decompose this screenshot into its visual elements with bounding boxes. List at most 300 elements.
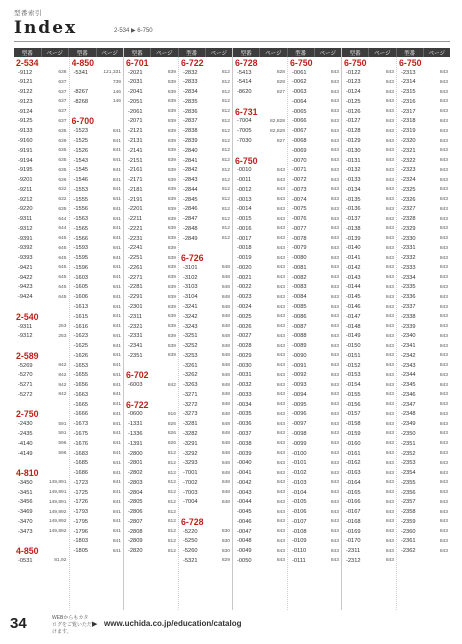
model-number: -2341 <box>401 343 416 350</box>
model-number: -0081 <box>292 264 307 271</box>
page-ref: 843 <box>276 421 285 427</box>
model-number: -1675 <box>73 430 89 437</box>
index-column <box>233 57 287 610</box>
page-ref: 843 <box>276 519 285 525</box>
page-ref: 839 <box>167 118 176 124</box>
model-number: -2331 <box>401 245 416 252</box>
page-ref: 645 <box>58 294 67 300</box>
index-entry <box>181 146 230 156</box>
model-series-heading <box>235 58 285 68</box>
model-number: -1685 <box>73 460 89 467</box>
page-ref: 843 <box>439 118 448 124</box>
model-number: -0110 <box>292 548 307 555</box>
model-number: -2358 <box>401 509 416 516</box>
page-ref: 843 <box>330 79 339 85</box>
index-entry <box>399 283 448 293</box>
index-entry <box>235 400 285 410</box>
spacer <box>126 390 176 400</box>
model-number: -3261 <box>183 362 198 369</box>
page-ref: 843 <box>276 431 285 437</box>
index-entry <box>16 439 67 449</box>
page-ref: 843 <box>385 548 394 554</box>
index-entry <box>126 292 176 302</box>
model-number: -0142 <box>346 264 361 271</box>
header-model: 型番 <box>179 48 206 57</box>
page-ref: 843 <box>439 255 448 261</box>
model-number: -2041 <box>128 89 143 96</box>
model-series-heading <box>181 253 230 263</box>
model-series-heading <box>344 58 394 68</box>
page-ref: 632 <box>58 187 67 193</box>
index-entry <box>181 107 230 117</box>
index-entry <box>181 429 230 439</box>
model-number: -1655 <box>73 372 89 379</box>
index-entry <box>290 517 339 527</box>
model-number: -0024 <box>237 304 252 311</box>
model-number: -0096 <box>292 411 307 418</box>
page-ref: 841 <box>112 538 121 544</box>
model-number: -2311 <box>346 548 361 555</box>
index-entry <box>290 263 339 273</box>
page-ref: 843 <box>439 421 448 427</box>
model-series-heading <box>16 351 67 361</box>
page-ref: 841 <box>112 529 121 535</box>
index-entry <box>72 87 122 97</box>
page-ref: 839 <box>167 226 176 232</box>
index-entry <box>235 322 285 332</box>
model-number: -0065 <box>292 108 307 115</box>
model-number: -0092 <box>292 372 307 379</box>
page-ref: 841 <box>112 294 121 300</box>
page-ref: 843 <box>385 460 394 466</box>
page-ref: 839 <box>167 353 176 359</box>
index-entry <box>235 380 285 390</box>
index-entry <box>72 68 122 78</box>
page-ref: 843 <box>276 333 285 339</box>
index-entry <box>290 312 339 322</box>
index-entry <box>126 351 176 361</box>
model-number: -2809 <box>128 538 143 545</box>
page-ref: 843 <box>385 558 394 564</box>
page-ref: 843 <box>385 519 394 525</box>
index-entry <box>290 175 339 185</box>
index-entry <box>344 497 394 507</box>
page-ref: 841 <box>112 480 121 486</box>
index-entry <box>235 117 285 127</box>
page-ref: 637 <box>58 89 67 95</box>
model-number: -0600 <box>128 411 143 418</box>
page-ref: 843 <box>330 538 339 544</box>
page-ref: 812 <box>221 158 230 164</box>
page-ref: 839 <box>167 197 176 203</box>
index-entry <box>235 449 285 459</box>
series-code: 4-850 <box>16 546 39 557</box>
model-number: -0137 <box>346 216 361 223</box>
model-number: -0023 <box>237 294 252 301</box>
index-entry <box>16 429 67 439</box>
index-entry <box>399 331 448 341</box>
index-entry <box>399 195 448 205</box>
table-header <box>233 48 341 57</box>
index-entry <box>344 204 394 214</box>
index-entry <box>344 87 394 97</box>
page-ref: 843 <box>439 206 448 212</box>
page-ref: 841 <box>112 363 121 369</box>
model-number: -2201 <box>128 206 143 213</box>
page-ref: 843 <box>330 519 339 525</box>
model-number: -7005 <box>237 128 252 135</box>
page-ref: 841 <box>112 314 121 320</box>
page-ref: 843 <box>439 402 448 408</box>
model-number: -2345 <box>401 382 416 389</box>
page-ref: 843 <box>439 353 448 359</box>
model-number: -1653 <box>73 362 89 369</box>
model-number: -1796 <box>73 528 89 535</box>
index-entry <box>16 214 67 224</box>
index-entry <box>72 292 122 302</box>
page-ref: 637 <box>58 109 67 115</box>
model-number: -2301 <box>128 304 143 311</box>
model-number: -0074 <box>292 196 307 203</box>
model-number: -2802 <box>128 470 143 477</box>
model-number: -2335 <box>401 284 416 291</box>
model-number: -3470 <box>18 518 33 525</box>
page-ref: 591 <box>58 431 67 437</box>
model-number: -0018 <box>237 245 252 252</box>
model-number: -2834 <box>183 89 198 96</box>
model-number: -0085 <box>292 304 307 311</box>
series-code: 4-850 <box>71 58 94 68</box>
model-number: -2191 <box>128 196 143 203</box>
model-number: -2324 <box>401 177 416 184</box>
page-ref: 843 <box>385 343 394 349</box>
index-entry <box>235 195 285 205</box>
index-entry <box>126 224 176 234</box>
series-code: 6-731 <box>235 106 258 117</box>
model-number: -5413 <box>237 69 252 76</box>
index-entry <box>399 410 448 420</box>
page-ref: 848 <box>221 421 230 427</box>
page-ref: 843 <box>439 441 448 447</box>
model-number: -2325 <box>401 186 416 193</box>
model-number: -0158 <box>346 421 361 428</box>
page-ref: 843 <box>276 324 285 330</box>
index-entry <box>399 253 448 263</box>
index-entry <box>72 273 122 283</box>
page-ref: 843 <box>330 167 339 173</box>
index-entry <box>344 156 394 166</box>
index-entry <box>72 410 122 420</box>
model-number: -0146 <box>346 304 361 311</box>
index-entry <box>399 234 448 244</box>
index-entry <box>235 273 285 283</box>
page-ref: 843 <box>330 411 339 417</box>
page-ref: 149,892 <box>48 529 67 535</box>
page-ref: 843 <box>439 79 448 85</box>
category-label: 型番索引 <box>14 9 42 17</box>
index-entry <box>16 556 67 566</box>
series-code: 4-810 <box>16 468 39 478</box>
page-ref: 841 <box>112 197 121 203</box>
page-ref: 842 <box>58 372 67 378</box>
page-ref: 812 <box>167 548 176 554</box>
index-entry <box>235 410 285 420</box>
model-number: -0087 <box>292 323 307 330</box>
page-ref: 826 <box>167 441 176 447</box>
page-ref: 843 <box>385 236 394 242</box>
model-number: -0166 <box>346 499 361 506</box>
model-number: -2841 <box>183 157 198 164</box>
model-number: -2319 <box>401 128 416 135</box>
index-entry <box>399 546 448 556</box>
page-ref: 843 <box>385 304 394 310</box>
page-ref: 635 <box>58 167 67 173</box>
model-number: -2329 <box>401 225 416 232</box>
model-number: -5321 <box>183 557 198 564</box>
page-ref: 843 <box>385 451 394 456</box>
page-ref: 812 <box>221 70 230 76</box>
model-number: -9422 <box>18 274 33 281</box>
page-ref: 826 <box>167 421 176 427</box>
page-ref: 843 <box>276 460 285 466</box>
model-number: -0066 <box>292 118 307 125</box>
series-code: 6-702 <box>126 370 149 381</box>
page-ref: 843 <box>439 304 448 310</box>
index-entry <box>72 419 122 429</box>
model-number: -3104 <box>183 294 198 301</box>
model-series-heading <box>181 517 230 527</box>
model-number: -2333 <box>401 264 416 271</box>
page-ref: 839 <box>167 70 176 76</box>
index-entry <box>399 390 448 400</box>
model-number: -1625 <box>73 343 89 350</box>
page-ref: 843 <box>276 538 285 544</box>
index-entry <box>16 253 67 263</box>
page-ref: 843 <box>439 148 448 154</box>
table-header <box>14 48 123 57</box>
index-entry <box>399 68 448 78</box>
model-number: -0076 <box>292 216 307 223</box>
model-number: -2435 <box>18 430 33 437</box>
page-ref: 843 <box>385 79 394 85</box>
index-entry <box>181 204 230 214</box>
footer-note: WEBからもカタログをご覧いただけます。 <box>52 615 93 635</box>
page-ref: 843 <box>439 548 448 554</box>
page-ref: 841 <box>112 216 121 222</box>
index-entry <box>126 419 176 429</box>
model-number: -0531 <box>18 557 33 564</box>
index-entry <box>399 527 448 537</box>
page-ref: 843 <box>439 324 448 330</box>
page-ref: 843 <box>330 255 339 261</box>
model-number: -0048 <box>237 538 252 545</box>
page-ref: 82,828 <box>270 128 285 134</box>
model-number: -2331 <box>128 333 143 340</box>
page-ref: 149,892 <box>48 509 67 515</box>
model-number: -1595 <box>73 255 89 262</box>
index-entry <box>181 68 230 78</box>
model-number: -1673 <box>73 421 89 428</box>
model-number: -3243 <box>183 323 198 330</box>
page-ref: 848 <box>221 304 230 310</box>
page-ref: 596 <box>58 451 67 456</box>
page-ref: 843 <box>276 509 285 515</box>
index-entry <box>16 185 67 195</box>
model-number: -0103 <box>292 479 307 486</box>
index-entry <box>290 117 339 127</box>
index-entry <box>126 136 176 146</box>
model-number: -3103 <box>183 284 198 291</box>
page-number: 34 <box>10 615 27 632</box>
model-number: -2356 <box>401 489 416 496</box>
index-entry <box>126 507 176 517</box>
page-ref: 841 <box>112 499 121 505</box>
index-entry <box>16 97 67 107</box>
table-header <box>124 48 232 57</box>
model-number: -0078 <box>292 235 307 242</box>
model-number: -1676 <box>73 440 89 447</box>
page-ref: 848 <box>221 470 230 476</box>
page-ref: 843 <box>385 324 394 330</box>
page-ref: 636 <box>58 70 67 76</box>
header-page: ページ <box>428 50 446 57</box>
index-entry <box>344 126 394 136</box>
index-entry <box>72 224 122 234</box>
index-entry <box>126 107 176 117</box>
page-ref: 841 <box>112 255 121 261</box>
index-entry <box>399 468 448 478</box>
index-entry <box>16 87 67 97</box>
model-number: -0154 <box>346 382 361 389</box>
index-entry <box>181 165 230 175</box>
header-rule <box>14 41 450 42</box>
page-ref: 843 <box>330 158 339 164</box>
index-entry <box>16 361 67 371</box>
index-entry <box>344 214 394 224</box>
series-code: 6-728 <box>235 58 258 68</box>
page-ref: 843 <box>330 197 339 203</box>
index-entry <box>181 97 230 107</box>
index-entry <box>235 488 285 498</box>
page-ref: 149,891 <box>48 480 67 486</box>
page-ref: 843 <box>439 216 448 222</box>
page-ref: 843 <box>330 509 339 515</box>
model-number: -0139 <box>346 235 361 242</box>
index-entry <box>72 78 122 88</box>
page-ref: 812 <box>221 79 230 85</box>
page-ref: 839 <box>167 255 176 261</box>
page-ref: 843 <box>439 499 448 505</box>
index-entry <box>126 312 176 322</box>
page-ref: 596 <box>58 441 67 447</box>
page-ref: 841 <box>112 187 121 193</box>
model-number: -2352 <box>401 450 416 457</box>
catalog-url-link[interactable]: www.uchida.co.jp/education/catalog <box>104 619 242 628</box>
index-entry <box>72 136 122 146</box>
page-ref: 843 <box>276 548 285 554</box>
model-series-heading <box>72 58 122 68</box>
series-code: 6-750 <box>344 58 367 68</box>
index-entry <box>126 185 176 195</box>
page-ref: 841 <box>112 275 121 281</box>
page-ref: 843 <box>385 118 394 124</box>
model-number: -0159 <box>346 430 361 437</box>
page-ref: 843 <box>330 138 339 144</box>
index-entry <box>290 468 339 478</box>
index-entry <box>16 497 67 507</box>
index-entry <box>344 419 394 429</box>
index-entry <box>16 517 67 527</box>
page-ref: 843 <box>439 167 448 173</box>
index-entry <box>290 78 339 88</box>
model-number: -0163 <box>346 470 361 477</box>
index-entry <box>16 78 67 88</box>
index-entry <box>399 429 448 439</box>
index-entry <box>344 331 394 341</box>
page-ref: 843 <box>276 470 285 476</box>
model-number: -2332 <box>401 255 416 262</box>
page-ref: 843 <box>385 148 394 154</box>
model-number: -0111 <box>292 557 306 564</box>
page-ref: 843 <box>439 411 448 417</box>
model-number: -2355 <box>401 479 416 486</box>
page-ref: 843 <box>439 431 448 437</box>
index-entry <box>344 117 394 127</box>
series-code: 6-700 <box>71 116 94 127</box>
index-entry <box>399 322 448 332</box>
header-page: ページ <box>369 48 396 57</box>
index-entry <box>399 126 448 136</box>
index-entry <box>181 302 230 312</box>
index-entry <box>399 449 448 459</box>
page-ref: 812 <box>221 99 230 105</box>
index-entry <box>235 302 285 312</box>
column-group-1 <box>14 48 123 610</box>
index-entry <box>235 331 285 341</box>
index-entry <box>235 341 285 351</box>
page-ref: 830 <box>221 548 230 554</box>
page-ref: 645 <box>58 255 67 261</box>
model-number: -0141 <box>346 255 361 262</box>
page-ref: 843 <box>330 216 339 222</box>
index-entry <box>290 527 339 537</box>
page-ref: 843 <box>276 177 285 183</box>
page-ref: 843 <box>276 363 285 369</box>
spacer <box>16 537 67 547</box>
index-entry <box>235 87 285 97</box>
index-entry <box>16 371 67 381</box>
model-number: -9391 <box>18 235 33 242</box>
page-ref: 843 <box>439 284 448 290</box>
model-number: -1726 <box>73 499 89 506</box>
index-entry <box>16 234 67 244</box>
index-entry <box>344 146 394 156</box>
index-entry <box>72 175 122 185</box>
model-number: -2326 <box>401 196 416 203</box>
page-ref: 843 <box>439 529 448 535</box>
page-ref: 843 <box>385 392 394 398</box>
page-ref: 843 <box>330 353 339 359</box>
page-ref: 839 <box>167 236 176 242</box>
index-entry <box>290 126 339 136</box>
model-number: -2804 <box>128 489 143 496</box>
page-ref: 843 <box>330 372 339 378</box>
index-entry <box>290 546 339 556</box>
page-ref: 843 <box>385 480 394 486</box>
page-ref: 632 <box>58 197 67 203</box>
index-entry <box>181 185 230 195</box>
model-number: -8267 <box>73 89 89 96</box>
